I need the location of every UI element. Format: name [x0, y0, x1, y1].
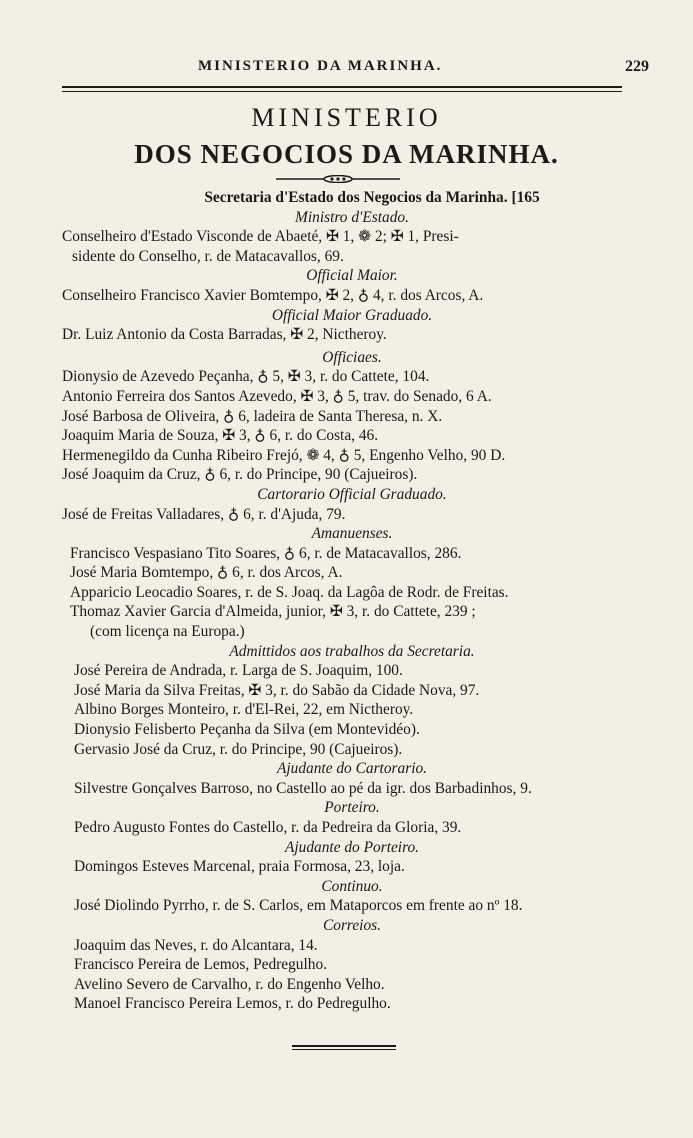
- entry-correio-4: Manoel Francisco Pereira Lemos, r. do Pedregulho.: [74, 995, 391, 1013]
- ministry-title: MINISTERIO: [251, 103, 442, 132]
- section-heading-ajudante-porteiro: Ajudante do Porteiro.: [284, 838, 420, 856]
- entry-official-1: Dionysio de Azevedo Peçanha, ♁ 5, ✠ 3, r. do Cattete, 104.: [62, 368, 430, 386]
- secretaria-heading: Secretaria d'Estado dos Negocios da Marinha. [165: [204, 189, 540, 206]
- section-heading-correios: Correios.: [322, 916, 381, 934]
- entry-official-2: Antonio Ferreira dos Santos Azevedo, ✠ 3, ♁ 5, trav. do Senado, 6 A.: [62, 387, 492, 405]
- entry-official-3: José Barbosa de Oliveira, ♁ 6, ladeira de Santa Theresa, n. X.: [62, 407, 443, 425]
- entry-amanuense-3: Apparicio Leocadio Soares, r. de S. Joaq. da Lagôa de Rodr. de Freitas.: [70, 583, 509, 601]
- running-header-title: MINISTERIO DA MARINHA.: [198, 58, 443, 74]
- closing-rule: [292, 1045, 396, 1050]
- section-heading-ajudante-cartorario: Ajudante do Cartorario.: [276, 760, 428, 778]
- entry-ajudante-cartorario: Silvestre Gonçalves Barroso, no Castello ao pé da igr. dos Barbadinhos, 9.: [74, 779, 532, 797]
- entry-amanuense-2: José Maria Bomtempo, ♁ 6, r. dos Arcos, A.: [70, 564, 343, 582]
- ministry-subtitle: DOS NEGOCIOS DA MARINHA.: [134, 139, 559, 169]
- section-heading-cartorario: Cartorario Official Graduado.: [257, 485, 447, 503]
- ornament-divider: [276, 175, 400, 183]
- page-number: 229: [625, 58, 649, 75]
- directory-listing: [62, 188, 642, 1014]
- entry-amanuense-1: Francisco Vespasiano Tito Soares, ♁ 6, r. de Matacavallos, 286.: [70, 544, 462, 562]
- entry-admittido-5: Gervasio José da Cruz, r. do Principe, 90 (Cajueiros).: [74, 740, 403, 758]
- entry-ministro-line1: Conselheiro d'Estado Visconde de Abaeté, ✠ 1, ❁ 2; ✠ 1, Presi-: [62, 228, 459, 246]
- section-heading-officiaes: Officiaes.: [322, 348, 382, 366]
- section-heading-amanuenses: Amanuenses.: [311, 525, 393, 543]
- entry-ajudante-porteiro: Domingos Esteves Marcenal, praia Formosa, 23, loja.: [74, 858, 405, 876]
- entry-admittido-1: José Pereira de Andrada, r. Larga de S. Joaquim, 100.: [74, 662, 403, 680]
- section-heading-official-maior-graduado: Official Maior Graduado.: [271, 306, 433, 324]
- entry-admittido-3: Albino Borges Monteiro, r. d'El-Rei, 22, em Nictheroy.: [74, 701, 414, 719]
- section-heading-ministro: Ministro d'Estado.: [295, 208, 409, 226]
- entry-admittido-2: José Maria da Silva Freitas, ✠ 3, r. do Sabão da Cidade Nova, 97.: [74, 681, 480, 699]
- entry-correio-3: Avelino Severo de Carvalho, r. do Engenho Velho.: [74, 975, 385, 993]
- section-heading-admittidos: Admittidos aos trabalhos da Secretaria.: [229, 642, 475, 660]
- entry-official-5: Hermenegildo da Cunha Ribeiro Frejó, ❁ 4, ♁ 5, Engenho Velho, 90 D.: [62, 446, 506, 464]
- entry-correio-2: Francisco Pereira de Lemos, Pedregulho.: [74, 956, 328, 974]
- entry-porteiro: Pedro Augusto Fontes do Castello, r. da Pedreira da Gloria, 39.: [74, 819, 462, 836]
- section-heading-official-maior: Official Maior.: [306, 267, 398, 285]
- running-header: [60, 58, 653, 80]
- header-rule: [62, 86, 622, 92]
- entry-admittido-4: Dionysio Felisberto Peçanha da Silva (em Montevidéo).: [74, 721, 420, 739]
- entry-official-maior: Conselheiro Francisco Xavier Bomtempo, ✠ 2, ♁ 4, r. dos Arcos, A.: [62, 286, 484, 304]
- entry-ministro-line2: sidente do Conselho, r. de Matacavallos, 69.: [72, 247, 344, 265]
- section-heading-porteiro: Porteiro.: [324, 799, 380, 817]
- entry-correio-1: Joaquim das Neves, r. do Alcantara, 14.: [74, 936, 318, 954]
- entry-amanuense-4-note: (com licença na Europa.): [90, 623, 245, 641]
- entry-amanuense-4: Thomaz Xavier Garcia d'Almeida, junior, ✠ 3, r. do Cattete, 239 ;: [70, 603, 476, 621]
- entry-cartorario: José de Freitas Valladares, ♁ 6, r. d'Ajuda, 79.: [62, 505, 346, 523]
- section-heading-continuo: Continuo.: [321, 877, 383, 895]
- entry-continuo: José Diolindo Pyrrho, r. de S. Carlos, em Mataporcos em frente ao nº 18.: [74, 897, 523, 915]
- entry-official-6: José Joaquim da Cruz, ♁ 6, r. do Principe, 90 (Cajueiros).: [62, 466, 418, 484]
- entry-official-4: Joaquim Maria de Souza, ✠ 3, ♁ 6, r. do Costa, 46.: [62, 427, 379, 445]
- entry-official-maior-graduado: Dr. Luiz Antonio da Costa Barradas, ✠ 2, Nictheroy.: [62, 326, 387, 344]
